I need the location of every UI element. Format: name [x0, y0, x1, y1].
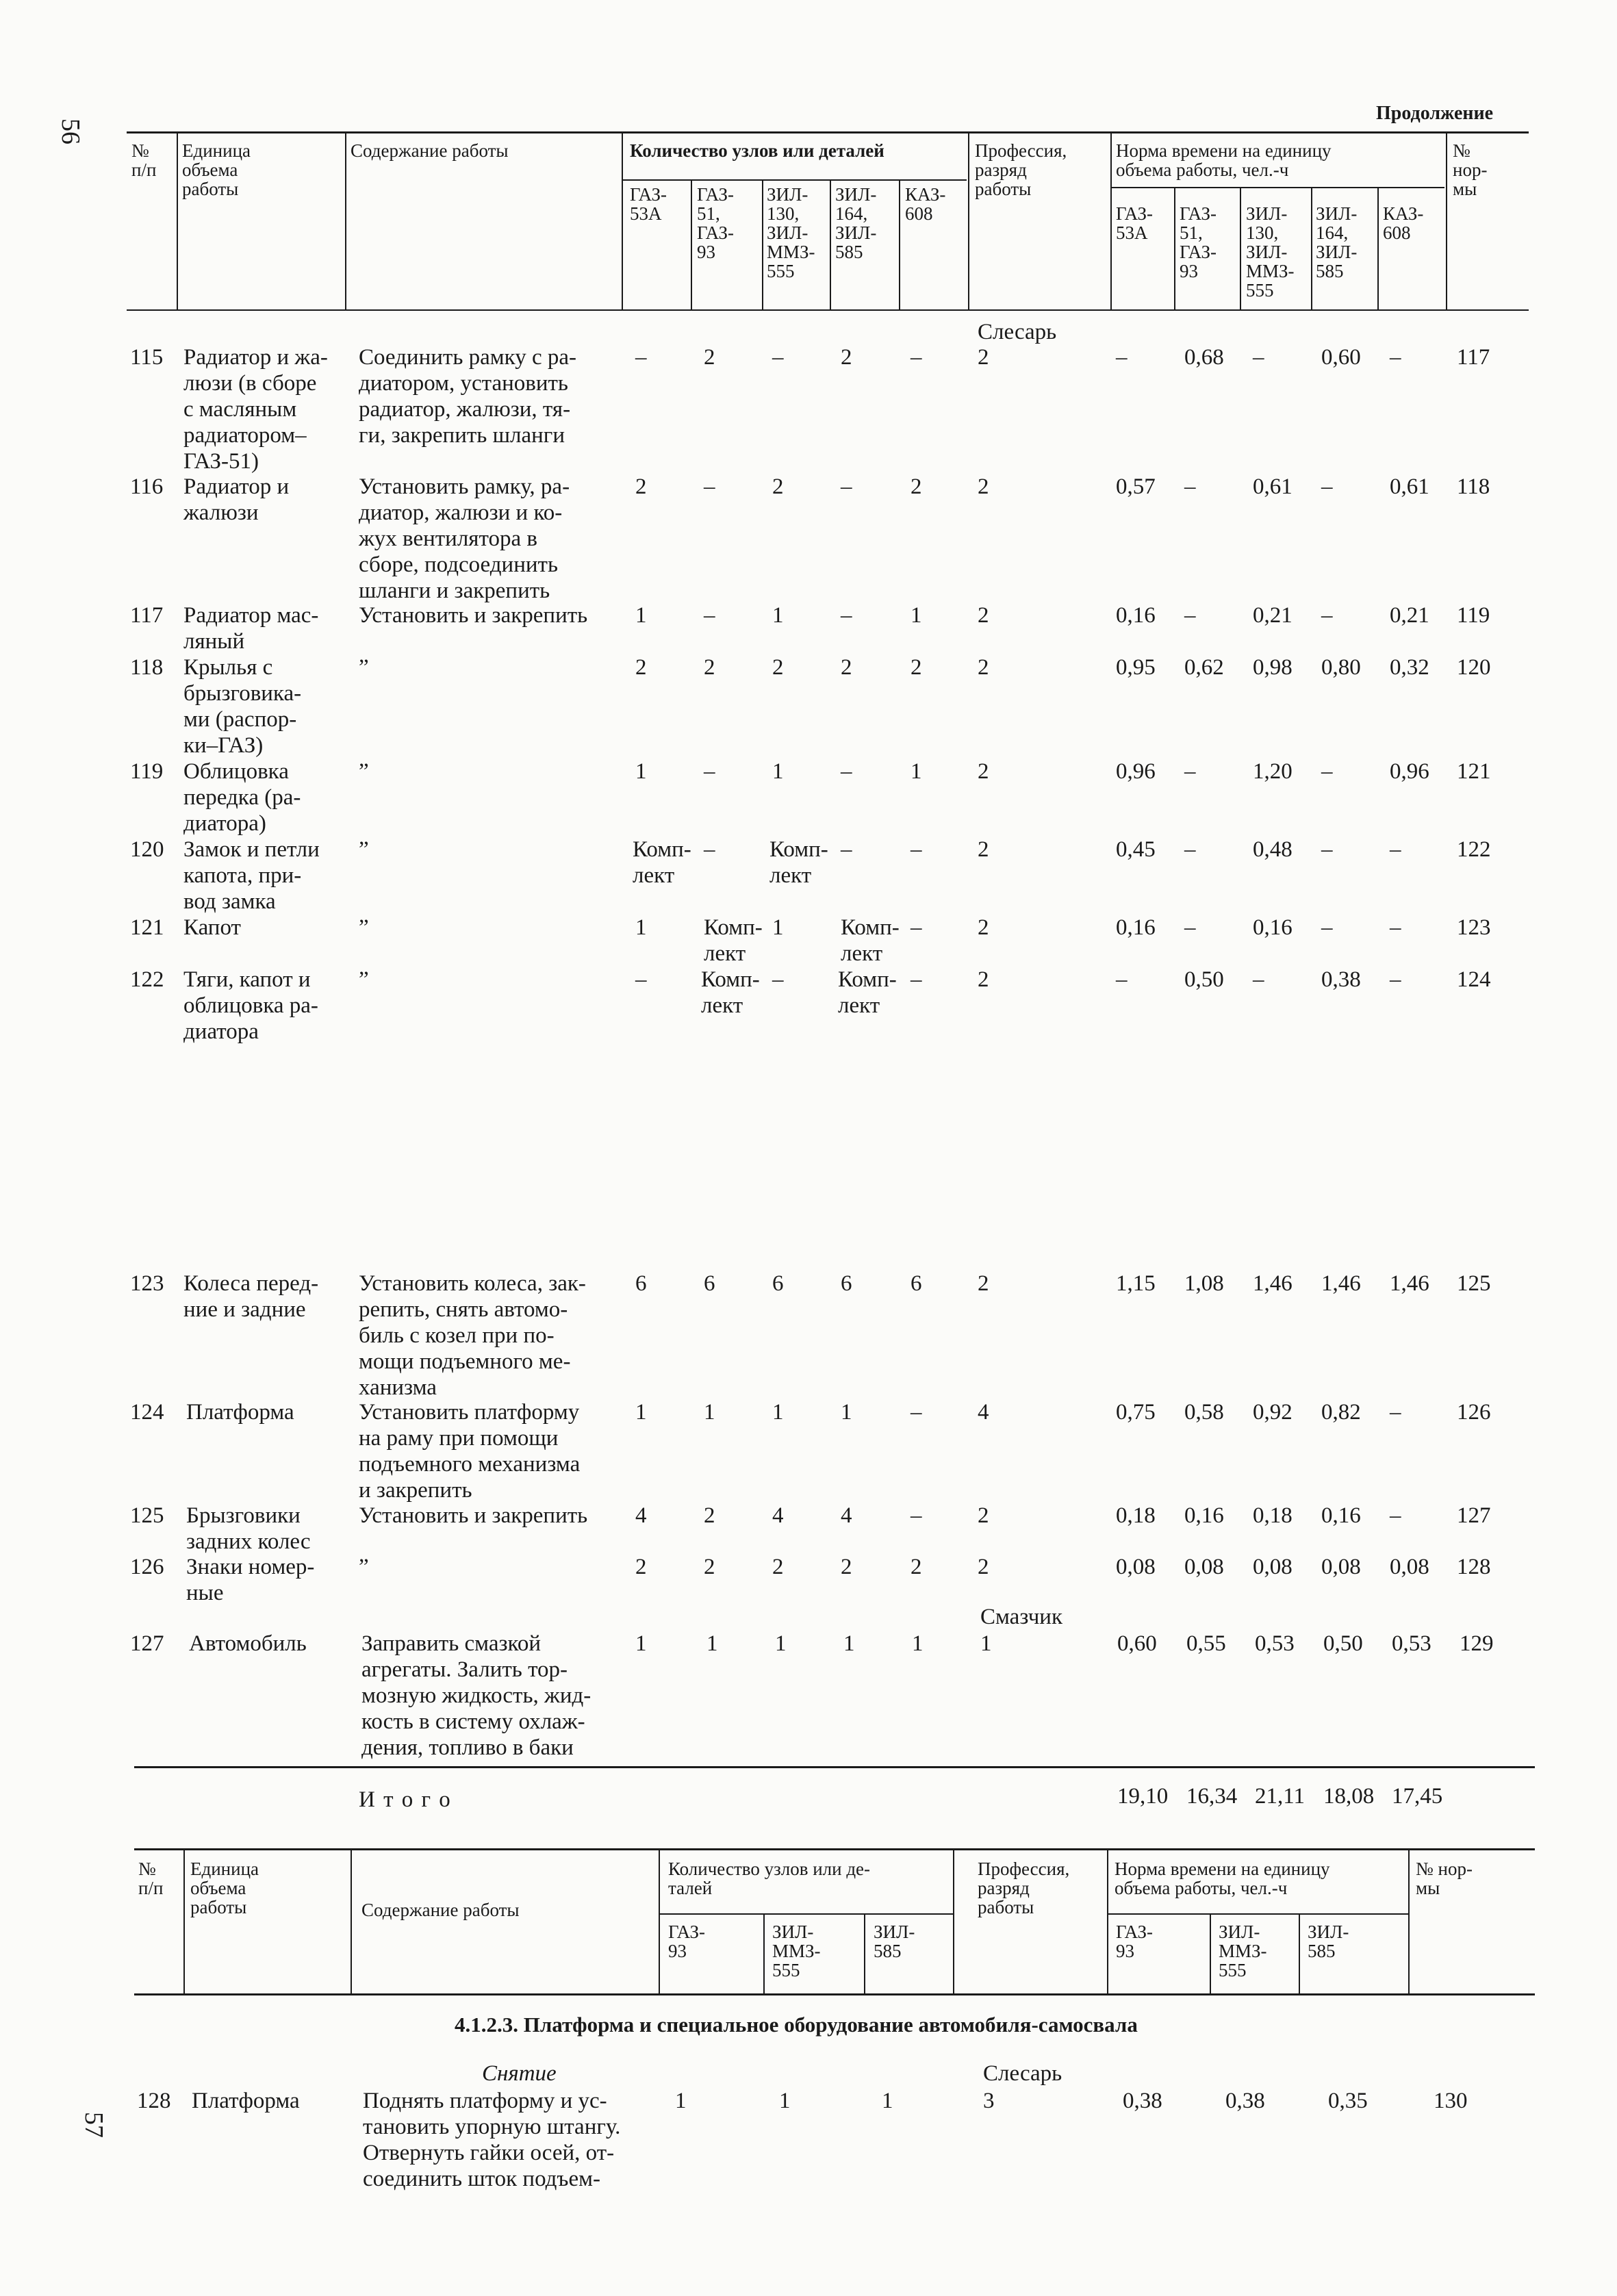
row-norm: 0,45	[1116, 837, 1156, 862]
row-norm: 0,98	[1253, 655, 1293, 680]
row-profession: 2	[978, 759, 989, 784]
row-content: ”	[359, 1555, 369, 1579]
row-norm-number: 121	[1457, 759, 1491, 784]
row-norm: –	[1321, 759, 1333, 784]
subsection-title: Снятие	[482, 2061, 557, 2086]
row-norm: –	[1390, 1503, 1401, 1528]
qty2-model-gaz93: ГАЗ- 93	[668, 1922, 706, 1961]
row-norm: 0,60	[1321, 345, 1361, 370]
row-profession: 2	[978, 474, 989, 499]
row-qty: 1	[779, 2089, 791, 2113]
lubricator-label: Смазчик	[980, 1605, 1062, 1629]
row-qty: –	[704, 474, 715, 499]
norm-model-kaz608: КАЗ- 608	[1383, 203, 1424, 243]
row-qty: –	[841, 603, 852, 628]
header2-content: Содержание работы	[361, 1900, 520, 1920]
row-norm: 0,16	[1116, 603, 1156, 628]
row-norm-number: 125	[1457, 1271, 1491, 1296]
row-norm: 0,57	[1116, 474, 1156, 499]
row-qty: 1	[911, 603, 922, 628]
row-norm: 0,68	[1184, 345, 1224, 370]
row-unit: Автомобиль	[189, 1631, 307, 1656]
row-content: Поднять платформу и ус- тановить упорную штангу. Отвернуть гайки осей, от- соединить шток подъем-	[363, 2089, 621, 2191]
continuation-label: Продолжение	[1376, 103, 1494, 124]
row-norm: 0,08	[1390, 1555, 1429, 1579]
row-norm: –	[1184, 915, 1196, 940]
row-unit: Крылья с брызговика- ми (распор- ки–ГАЗ)	[183, 655, 302, 758]
row-qty: Комп- лект	[769, 837, 828, 888]
norm2-model-gaz93: ГАЗ- 93	[1116, 1922, 1154, 1961]
header2-profession: Профессия, разряд работы	[978, 1859, 1070, 1917]
total-value: 17,45	[1392, 1784, 1443, 1809]
row-qty: 6	[841, 1271, 852, 1296]
row-qty: –	[772, 345, 784, 370]
row-norm-number: 130	[1434, 2089, 1468, 2113]
row-qty: 6	[772, 1271, 784, 1296]
row-norm: 0,60	[1117, 1631, 1157, 1656]
row-qty: –	[911, 1400, 922, 1425]
header-norm: Норма времени на единицу объема работы, чел.-ч	[1116, 140, 1332, 180]
row-qty: 1	[882, 2089, 893, 2113]
page-number-top: 56	[56, 118, 85, 144]
profession-label: Слесарь	[978, 320, 1057, 344]
row-profession: 2	[978, 967, 989, 992]
page-number-bottom: 57	[79, 2112, 108, 2138]
row-num: 121	[130, 915, 164, 940]
row-norm: 0,95	[1116, 655, 1156, 680]
row-norm: –	[1184, 603, 1196, 628]
row-content: Соединить рамку с ра- диатором, установить радиатор, жалюзи, тя- ги, закрепить шланги	[359, 345, 576, 448]
row-qty: Комп- лект	[701, 967, 760, 1018]
header2-qty: Количество узлов или де- талей	[668, 1859, 871, 1898]
row-profession: 3	[983, 2089, 995, 2113]
row-norm: –	[1253, 967, 1264, 992]
total-value: 21,11	[1255, 1784, 1306, 1809]
row-qty: 1	[635, 1400, 647, 1425]
row-qty: 1	[635, 1631, 647, 1656]
row-qty: –	[704, 837, 715, 862]
header2-norm: Норма времени на единицу объема работы, чел.-ч	[1115, 1859, 1330, 1898]
row-norm: 0,08	[1116, 1555, 1156, 1579]
row-norm: 0,18	[1116, 1503, 1156, 1528]
row-qty: 1	[635, 603, 647, 628]
row-qty: 2	[704, 1503, 715, 1528]
row-norm: –	[1390, 1400, 1401, 1425]
row-norm-number: 120	[1457, 655, 1491, 680]
row-num: 116	[130, 474, 164, 499]
row-num: 124	[130, 1400, 164, 1425]
qty2-model-zil-mmz555: ЗИЛ- ММЗ- 555	[772, 1922, 821, 1980]
row-norm-number: 124	[1457, 967, 1491, 992]
row-qty: 1	[704, 1400, 715, 1425]
total-value: 16,34	[1186, 1784, 1238, 1809]
row-content: Установить и закрепить	[359, 603, 588, 628]
row-qty: 1	[706, 1631, 718, 1656]
row-profession: 2	[978, 1503, 989, 1528]
row-norm: –	[1390, 915, 1401, 940]
row-qty: 1	[772, 603, 784, 628]
row-qty: 2	[635, 474, 647, 499]
row-qty: 1	[841, 1400, 852, 1425]
row-qty: –	[841, 474, 852, 499]
row-norm: –	[1253, 345, 1264, 370]
row-norm: –	[1116, 967, 1128, 992]
row-content: Установить и закрепить	[359, 1503, 588, 1528]
row-norm: 0,53	[1255, 1631, 1295, 1656]
row-unit: Знаки номер- ные	[186, 1555, 315, 1605]
row-norm: 0,62	[1184, 655, 1224, 680]
row-norm: 0,16	[1116, 915, 1156, 940]
row-unit: Колеса перед- ние и задние	[183, 1271, 319, 1322]
row-num: 117	[130, 603, 164, 628]
row-norm: –	[1116, 345, 1128, 370]
row-qty: –	[635, 345, 647, 370]
row-norm: 0,18	[1253, 1503, 1293, 1528]
row-norm-number: 127	[1457, 1503, 1491, 1528]
total-label: И т о г о	[359, 1787, 452, 1812]
row-norm: 0,08	[1184, 1555, 1224, 1579]
row-norm: 0,55	[1186, 1631, 1226, 1656]
qty-model-gaz51: ГАЗ- 51, ГАЗ- 93	[697, 184, 735, 262]
row-num: 128	[137, 2089, 171, 2113]
row-norm-number: 119	[1457, 603, 1490, 628]
row-norm: 1,46	[1253, 1271, 1293, 1296]
row-norm-number: 126	[1457, 1400, 1491, 1425]
row-norm: 0,38	[1321, 967, 1361, 992]
row-num: 125	[130, 1503, 164, 1528]
row-qty: Комп- лект	[841, 915, 900, 966]
row-content: Установить колеса, зак- репить, снять автомо- биль с козел при по- мощи подъемного ме- ханизма	[359, 1271, 586, 1400]
row-profession: 1	[980, 1631, 992, 1656]
row-qty: 2	[772, 474, 784, 499]
row-norm: 0,92	[1253, 1400, 1293, 1425]
row-norm-number: 128	[1457, 1555, 1491, 1579]
row-unit: Брызговики задних колес	[186, 1503, 311, 1554]
row-norm: 0,38	[1225, 2089, 1265, 2113]
row-qty: 2	[704, 345, 715, 370]
row-norm: –	[1390, 345, 1401, 370]
row-qty: Комп- лект	[633, 837, 691, 888]
header-num: № п/п	[131, 140, 157, 180]
row-qty: 2	[841, 655, 852, 680]
row-norm: 0,08	[1321, 1555, 1361, 1579]
row-qty: 6	[704, 1271, 715, 1296]
row-norm: –	[1321, 837, 1333, 862]
header-profession: Профессия, разряд работы	[975, 140, 1067, 199]
row-profession: 2	[978, 345, 989, 370]
norm-model-gaz51: ГАЗ- 51, ГАЗ- 93	[1180, 203, 1217, 281]
row-num: 115	[130, 345, 164, 370]
row-qty: 4	[635, 1503, 647, 1528]
row-content: Установить платформу на раму при помощи подъемного механизма и закрепить	[359, 1400, 581, 1503]
profession-label-2: Слесарь	[983, 2061, 1062, 2086]
row-qty: 2	[911, 474, 922, 499]
norm-model-zil164: ЗИЛ- 164, ЗИЛ- 585	[1316, 203, 1358, 281]
row-profession: 2	[978, 655, 989, 680]
row-unit: Облицовка передка (ра- диатора)	[183, 759, 301, 836]
row-norm: 0,16	[1184, 1503, 1224, 1528]
row-norm-number: 129	[1460, 1631, 1494, 1656]
header2-unit: Единица объема работы	[190, 1859, 259, 1917]
row-qty: –	[841, 759, 852, 784]
row-num: 127	[130, 1631, 164, 1656]
row-qty: –	[704, 603, 715, 628]
row-qty: 4	[772, 1503, 784, 1528]
row-qty: 2	[772, 1555, 784, 1579]
row-profession: 4	[978, 1400, 989, 1425]
row-content: Заправить смазкой агрегаты. Залить тор- мозную жидкость, жид- кость в систему охлаж- дения, топливо в баки	[361, 1631, 591, 1760]
qty2-model-zil585: ЗИЛ- 585	[874, 1922, 915, 1961]
row-norm: 0,08	[1253, 1555, 1293, 1579]
row-qty: 2	[772, 655, 784, 680]
row-norm: 1,46	[1390, 1271, 1429, 1296]
row-qty: 1	[843, 1631, 855, 1656]
row-unit: Платформа	[186, 1400, 294, 1425]
row-qty: 6	[635, 1271, 647, 1296]
row-norm: 0,82	[1321, 1400, 1361, 1425]
row-qty: 1	[675, 2089, 687, 2113]
row-norm: 0,48	[1253, 837, 1293, 862]
row-qty: –	[911, 837, 922, 862]
total-value: 19,10	[1117, 1784, 1169, 1809]
header-norm-number: № нор- мы	[1453, 140, 1488, 199]
section-title: 4.1.2.3. Платформа и специальное оборудование автомобиля-самосвала	[455, 2013, 1138, 2037]
row-norm: –	[1321, 603, 1333, 628]
row-qty: –	[911, 345, 922, 370]
row-norm: 0,61	[1390, 474, 1429, 499]
row-unit: Замок и петли капота, при- вод замка	[183, 837, 320, 914]
row-qty: –	[704, 759, 715, 784]
row-qty: 2	[635, 1555, 647, 1579]
row-norm: 0,21	[1253, 603, 1293, 628]
row-profession: 2	[978, 1555, 989, 1579]
row-content: ”	[359, 837, 369, 862]
row-qty: 1	[772, 759, 784, 784]
row-norm: 0,21	[1390, 603, 1429, 628]
row-qty: –	[841, 837, 852, 862]
row-num: 120	[130, 837, 164, 862]
row-profession: 2	[978, 837, 989, 862]
row-num: 118	[130, 655, 164, 680]
qty-model-zil130: ЗИЛ- 130, ЗИЛ- ММЗ- 555	[767, 184, 815, 281]
row-unit: Тяги, капот и облицовка ра- диатора	[183, 967, 318, 1044]
row-norm: 0,16	[1253, 915, 1293, 940]
row-norm: 0,61	[1253, 474, 1293, 499]
row-qty: 1	[772, 915, 784, 940]
header-content: Содержание работы	[351, 140, 509, 161]
row-content: ”	[359, 967, 369, 992]
row-qty: 1	[775, 1631, 787, 1656]
row-norm: 1,08	[1184, 1271, 1224, 1296]
row-unit: Радиатор мас- ляный	[183, 603, 319, 654]
row-unit: Платформа	[192, 2089, 300, 2113]
row-qty: 1	[772, 1400, 784, 1425]
norm-model-zil130: ЗИЛ- 130, ЗИЛ- ММЗ- 555	[1246, 203, 1295, 301]
row-norm: 0,16	[1321, 1503, 1361, 1528]
row-content: ”	[359, 655, 369, 680]
row-norm-number: 122	[1457, 837, 1491, 862]
row-norm: 0,58	[1184, 1400, 1224, 1425]
row-qty: 1	[635, 759, 647, 784]
row-qty: –	[911, 1503, 922, 1528]
row-qty: Комп- лект	[704, 915, 763, 966]
row-norm: 0,50	[1323, 1631, 1363, 1656]
row-unit: Радиатор и жа- люзи (в сборе с масляным радиатором– ГАЗ-51)	[183, 345, 328, 474]
row-qty: 2	[841, 345, 852, 370]
row-unit: Радиатор и жалюзи	[183, 474, 290, 525]
total-value: 18,08	[1323, 1784, 1375, 1809]
row-norm: –	[1390, 837, 1401, 862]
row-norm: 0,53	[1392, 1631, 1431, 1656]
qty-model-zil164: ЗИЛ- 164, ЗИЛ- 585	[835, 184, 877, 262]
row-norm: –	[1321, 474, 1333, 499]
row-profession: 2	[978, 915, 989, 940]
row-norm: 0,80	[1321, 655, 1361, 680]
row-norm: 0,75	[1116, 1400, 1156, 1425]
row-num: 119	[130, 759, 164, 784]
row-norm: –	[1184, 837, 1196, 862]
row-qty: –	[635, 967, 647, 992]
row-qty: 6	[911, 1271, 922, 1296]
row-norm: 0,96	[1390, 759, 1429, 784]
row-num: 122	[130, 967, 164, 992]
row-norm: 0,96	[1116, 759, 1156, 784]
row-qty: 2	[704, 1555, 715, 1579]
header-unit: Единица объема работы	[182, 140, 251, 199]
row-norm: –	[1184, 759, 1196, 784]
row-content: Установить рамку, ра- диатор, жалюзи и ко- жух вентилятора в сборе, подсоединить шланги и закрепить	[359, 474, 570, 603]
qty-model-kaz608: КАЗ- 608	[905, 184, 946, 224]
row-norm: 0,50	[1184, 967, 1224, 992]
norm2-model-zil585: ЗИЛ- 585	[1308, 1922, 1349, 1961]
row-qty: 2	[911, 1555, 922, 1579]
row-norm: 0,35	[1328, 2089, 1368, 2113]
row-qty: 2	[911, 655, 922, 680]
row-norm: 1,15	[1116, 1271, 1156, 1296]
row-unit: Капот	[183, 915, 241, 940]
row-qty: 1	[911, 759, 922, 784]
row-content: ”	[359, 759, 369, 784]
header-qty: Количество узлов или деталей	[630, 140, 884, 161]
row-qty: –	[911, 915, 922, 940]
row-profession: 2	[978, 603, 989, 628]
row-num: 126	[130, 1555, 164, 1579]
row-norm-number: 117	[1457, 345, 1490, 370]
row-norm: –	[1184, 474, 1196, 499]
row-qty: 1	[912, 1631, 924, 1656]
row-num: 123	[130, 1271, 164, 1296]
row-qty: 1	[635, 915, 647, 940]
header2-num: № п/п	[138, 1859, 164, 1898]
norm2-model-zil-mmz555: ЗИЛ- ММЗ- 555	[1219, 1922, 1267, 1980]
row-qty: –	[772, 967, 784, 992]
qty-model-gaz53a: ГАЗ- 53А	[630, 184, 667, 224]
norm-model-gaz53a: ГАЗ- 53А	[1116, 203, 1154, 243]
row-norm-number: 118	[1457, 474, 1490, 499]
row-profession: 2	[978, 1271, 989, 1296]
row-qty: –	[911, 967, 922, 992]
row-qty: 2	[704, 655, 715, 680]
row-norm: –	[1390, 967, 1401, 992]
row-qty: 2	[841, 1555, 852, 1579]
header2-norm-number: № нор- мы	[1416, 1859, 1473, 1898]
row-norm-number: 123	[1457, 915, 1491, 940]
row-qty: Комп- лект	[838, 967, 897, 1018]
row-norm: 0,38	[1123, 2089, 1162, 2113]
row-content: ”	[359, 915, 369, 940]
row-norm: 0,32	[1390, 655, 1429, 680]
row-qty: 2	[635, 655, 647, 680]
row-norm: –	[1321, 915, 1333, 940]
row-norm: 1,20	[1253, 759, 1293, 784]
row-norm: 1,46	[1321, 1271, 1361, 1296]
row-qty: 4	[841, 1503, 852, 1528]
